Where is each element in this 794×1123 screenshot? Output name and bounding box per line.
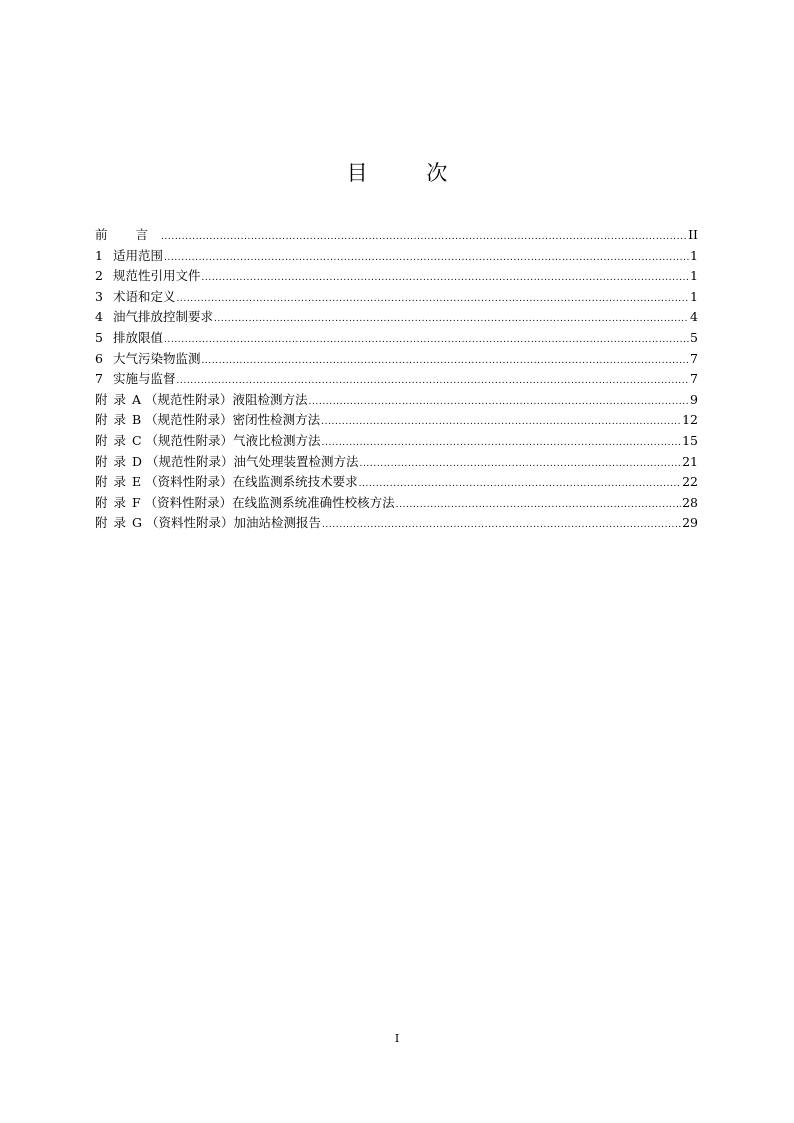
dot-leader: [322, 433, 682, 454]
toc-entry-page: 22: [682, 474, 698, 490]
dot-leader: [201, 351, 689, 372]
toc-entry-page: 1: [690, 288, 698, 304]
toc-entry-6[interactable]: [95, 349, 698, 370]
toc-entry-7[interactable]: [95, 369, 698, 390]
toc-entry-appendix-e[interactable]: [95, 472, 698, 493]
toc-entry-4[interactable]: [95, 307, 698, 328]
dot-leader: [164, 248, 689, 269]
toc-entry-page: 1: [690, 247, 698, 263]
toc-entry-1[interactable]: [95, 246, 698, 267]
toc-entry-page: 15: [682, 432, 698, 448]
toc-entry-page: II: [688, 227, 698, 242]
dot-leader: [176, 371, 689, 392]
toc-entry-appendix-b[interactable]: [95, 410, 698, 431]
toc-appendix-label: 附 录 C: [95, 432, 142, 448]
toc-entry-appendix-g[interactable]: [95, 513, 698, 534]
toc-entry-title: （资料性附录）在线监测系统技术要求: [145, 474, 358, 490]
toc-entry-3[interactable]: [95, 287, 698, 308]
toc-appendix-label: 附 录 A: [95, 391, 141, 407]
dot-leader: [359, 474, 682, 495]
toc-appendix-label: 附 录 D: [95, 453, 142, 469]
toc-entry-title: 油气排放控制要求: [112, 309, 213, 325]
toc-entry-title: 大气污染物监测: [112, 350, 201, 366]
dot-leader: [321, 412, 681, 433]
dot-leader: [164, 330, 689, 351]
dot-leader: [360, 454, 682, 475]
toc-entry-page: 7: [690, 350, 698, 366]
toc-appendix-label: 附 录 F: [95, 494, 141, 510]
toc-entry-foreword[interactable]: [95, 225, 698, 246]
toc-entry-number: 5: [95, 329, 103, 345]
page-title: 目 次: [346, 161, 474, 185]
toc-entry-title: （规范性附录）液阻检测方法: [144, 391, 308, 407]
toc-entry-page: 12: [682, 412, 698, 428]
toc-entry-number: 3: [95, 288, 103, 304]
toc-entry-title: （规范性附录）密闭性检测方法: [145, 412, 321, 428]
toc-entry-title: （资料性附录）在线监测系统准确性校核方法: [144, 494, 395, 510]
dot-leader: [214, 309, 689, 330]
toc-entry-title: 前 言: [95, 227, 160, 242]
dot-leader: [322, 515, 681, 536]
toc-entry-appendix-f[interactable]: [95, 493, 698, 514]
toc-entry-page: 5: [690, 329, 698, 345]
toc-entry-title: 术语和定义: [112, 288, 176, 304]
toc-entry-appendix-c[interactable]: [95, 431, 698, 452]
toc-appendix-label: 附 录 G: [95, 515, 142, 531]
toc-appendix-label: 附 录 B: [95, 412, 142, 428]
toc-entry-5[interactable]: [95, 328, 698, 349]
toc-entry-2[interactable]: [95, 266, 698, 287]
toc-entry-page: 21: [682, 453, 698, 469]
toc-entry-title: 规范性引用文件: [112, 268, 201, 284]
toc-entry-page: 4: [690, 309, 698, 325]
toc-entry-number: 4: [95, 309, 103, 325]
toc-entry-number: 2: [95, 268, 103, 284]
toc-entry-title: 实施与监督: [112, 371, 176, 387]
toc-entry-number: 7: [95, 371, 103, 387]
toc-entry-page: 28: [682, 494, 698, 510]
toc-entry-appendix-d[interactable]: [95, 452, 698, 473]
dot-leader: [161, 227, 687, 248]
toc-entry-title: （资料性附录）加油站检测报告: [145, 515, 321, 531]
dot-leader: [396, 495, 681, 516]
toc-entry-title: 排放限值: [112, 329, 163, 345]
toc-entry-page: 9: [690, 391, 698, 407]
toc-entry-number: 1: [95, 247, 103, 263]
dot-leader: [309, 392, 690, 413]
toc-appendix-label: 附 录 E: [95, 474, 142, 490]
toc-entry-title: （规范性附录）气液比检测方法: [145, 432, 321, 448]
page-number: I: [394, 1032, 400, 1045]
toc-entry-title: （规范性附录）油气处理装置检测方法: [145, 453, 359, 469]
toc-entry-page: 7: [690, 371, 698, 387]
toc-entry-number: 6: [95, 350, 103, 366]
toc-entry-page: 1: [690, 268, 698, 284]
toc-entry-page: 29: [682, 515, 698, 531]
dot-leader: [201, 268, 689, 289]
toc-entry-title: 适用范围: [112, 247, 163, 263]
table-of-contents: [95, 225, 698, 534]
dot-leader: [176, 289, 689, 310]
toc-entry-appendix-a[interactable]: [95, 390, 698, 411]
